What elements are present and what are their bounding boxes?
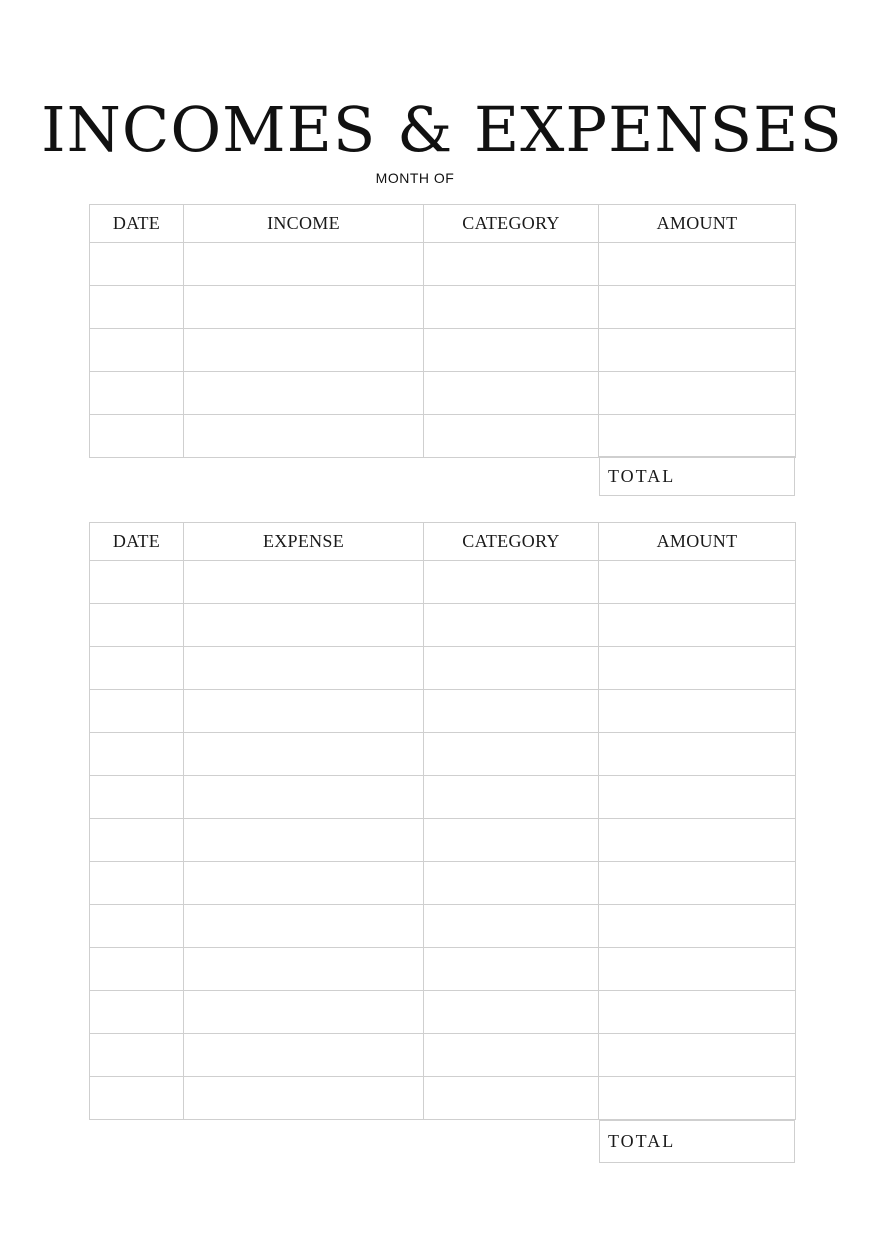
expense-category-cell[interactable] [424,905,599,948]
expense-category-cell[interactable] [424,862,599,905]
expense-amount-cell[interactable] [599,647,796,690]
expense-date-cell[interactable] [90,1034,184,1077]
expense-header-category: CATEGORY [424,523,599,561]
expense-date-cell[interactable] [90,991,184,1034]
income-category-cell[interactable] [424,372,599,415]
expense-description-cell[interactable] [184,1034,424,1077]
expense-amount-cell[interactable] [599,776,796,819]
income-header-row [90,205,796,243]
expense-total-label: TOTAL [608,1131,676,1151]
expense-amount-cell[interactable] [599,604,796,647]
expense-table-row [90,1077,796,1120]
expense-category-cell[interactable] [424,1077,599,1120]
expense-date-cell[interactable] [90,776,184,819]
income-table-row [90,286,796,329]
expense-table-row [90,733,796,776]
income-table [89,204,796,458]
expense-table-row [90,1034,796,1077]
expense-date-cell[interactable] [90,862,184,905]
income-amount-cell[interactable] [599,372,796,415]
month-of-label: MONTH OF [375,170,455,186]
income-category-cell[interactable] [424,415,599,458]
expense-date-cell[interactable] [90,690,184,733]
expense-date-cell[interactable] [90,948,184,991]
expense-description-cell[interactable] [184,991,424,1034]
expense-amount-cell[interactable] [599,948,796,991]
expense-amount-cell[interactable] [599,561,796,604]
income-table-row [90,372,796,415]
expense-amount-cell[interactable] [599,733,796,776]
expense-table-row [90,862,796,905]
expense-category-cell[interactable] [424,690,599,733]
expense-category-cell[interactable] [424,776,599,819]
expense-amount-cell[interactable] [599,1034,796,1077]
expense-description-cell[interactable] [184,819,424,862]
income-table-row [90,243,796,286]
income-category-cell[interactable] [424,329,599,372]
income-date-cell[interactable] [90,372,184,415]
income-table-row [90,415,796,458]
expense-header-expense: EXPENSE [184,523,424,561]
income-description-cell[interactable] [184,329,424,372]
expense-date-cell[interactable] [90,1077,184,1120]
income-date-cell[interactable] [90,286,184,329]
expense-category-cell[interactable] [424,819,599,862]
expense-table-row [90,776,796,819]
income-total-label: TOTAL [608,465,676,486]
expense-table-row [90,948,796,991]
expense-description-cell[interactable] [184,690,424,733]
expense-amount-cell[interactable] [599,1077,796,1120]
expense-header-row [90,523,796,561]
income-header-income: INCOME [184,205,424,243]
expense-table-row [90,690,796,733]
page-title: INCOMES & EXPENSES [41,93,843,166]
income-category-cell[interactable] [424,286,599,329]
income-description-cell[interactable] [184,372,424,415]
expense-description-cell[interactable] [184,561,424,604]
expense-description-cell[interactable] [184,776,424,819]
income-date-cell[interactable] [90,415,184,458]
income-rows [90,243,796,458]
income-category-cell[interactable] [424,243,599,286]
income-amount-cell[interactable] [599,243,796,286]
expense-amount-cell[interactable] [599,819,796,862]
expense-date-cell[interactable] [90,733,184,776]
income-date-cell[interactable] [90,243,184,286]
expense-category-cell[interactable] [424,604,599,647]
expense-header-amount: AMOUNT [599,523,796,561]
income-amount-cell[interactable] [599,329,796,372]
expense-description-cell[interactable] [184,647,424,690]
expense-date-cell[interactable] [90,819,184,862]
expense-table [89,522,796,1120]
income-header-date: DATE [90,205,184,243]
expense-total-box[interactable] [599,1120,795,1163]
income-description-cell[interactable] [184,415,424,458]
income-description-cell[interactable] [184,243,424,286]
income-total-box[interactable] [599,456,795,496]
expense-table-row [90,561,796,604]
expense-description-cell[interactable] [184,604,424,647]
expense-rows [90,561,796,1120]
expense-description-cell[interactable] [184,862,424,905]
expense-date-cell[interactable] [90,647,184,690]
expense-category-cell[interactable] [424,561,599,604]
income-date-cell[interactable] [90,329,184,372]
expense-table-row [90,647,796,690]
expense-description-cell[interactable] [184,905,424,948]
expense-table-row [90,991,796,1034]
expense-date-cell[interactable] [90,604,184,647]
income-header-category: CATEGORY [424,205,599,243]
expense-category-cell[interactable] [424,948,599,991]
income-header-amount: AMOUNT [599,205,796,243]
expense-table-row [90,604,796,647]
expense-category-cell[interactable] [424,647,599,690]
expense-table-row [90,819,796,862]
expense-description-cell[interactable] [184,733,424,776]
income-amount-cell[interactable] [599,415,796,458]
expense-amount-cell[interactable] [599,905,796,948]
expense-date-cell[interactable] [90,561,184,604]
expense-category-cell[interactable] [424,1034,599,1077]
expense-date-cell[interactable] [90,905,184,948]
income-table-row [90,329,796,372]
expense-amount-cell[interactable] [599,862,796,905]
expense-amount-cell[interactable] [599,690,796,733]
expense-amount-cell[interactable] [599,991,796,1034]
expense-category-cell[interactable] [424,991,599,1034]
income-description-cell[interactable] [184,286,424,329]
income-amount-cell[interactable] [599,286,796,329]
expense-header-date: DATE [90,523,184,561]
expense-category-cell[interactable] [424,733,599,776]
expense-table-row [90,905,796,948]
expense-description-cell[interactable] [184,948,424,991]
expense-description-cell[interactable] [184,1077,424,1120]
